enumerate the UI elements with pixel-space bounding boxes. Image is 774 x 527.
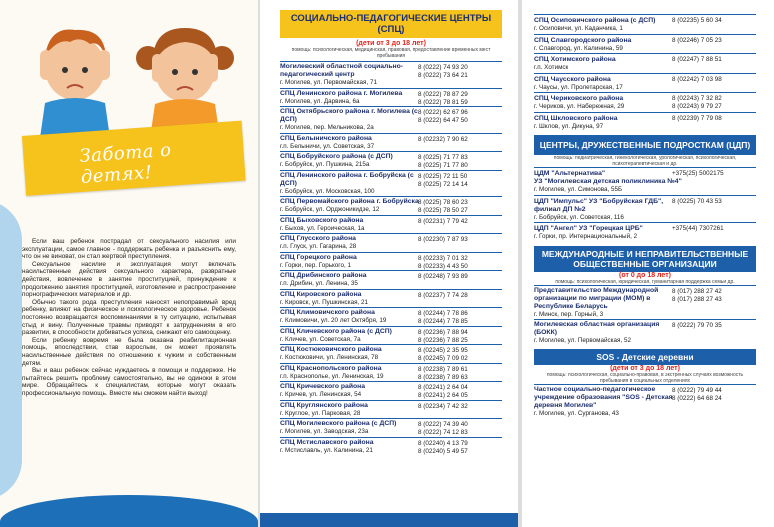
- contact-entry: [280, 252, 502, 271]
- org-phone: 8 (02239) 7 79 08: [672, 114, 722, 122]
- org-phone: 8 (0225) 78 60 23 8 (0225) 78 50 27: [418, 199, 468, 214]
- org-address: г. Могилев, пер. Мельникова, 2а: [280, 124, 374, 131]
- org-address: г.п. Глуск, ул. Гагарина, 28: [280, 243, 357, 250]
- org-address: г. Бобруйск, ул. Пушкина, 215а: [280, 161, 370, 168]
- org-address: г. Горки, пер. Горького, 1: [280, 261, 351, 269]
- contact-entry: [534, 53, 756, 73]
- org-phone: 8 (02238) 7 89 61 8 (02238) 7 89 63: [418, 365, 468, 381]
- org-address: г. Мстиславль, ул. Калинина, 21: [280, 446, 373, 454]
- org-address: г. Могилев, ул. Первомайская, 52: [534, 337, 631, 344]
- contact-entry: [280, 233, 502, 252]
- org-name: СПЦ Славгородского района: [534, 36, 632, 44]
- org-address: г. Климовичи, ул. 20 лет Октября, 19: [280, 317, 387, 324]
- org-name: СПЦ Белыничского района: [280, 134, 372, 142]
- org-phone: 8 (02232) 7 90 62: [418, 135, 468, 143]
- contact-entry: [280, 151, 502, 170]
- org-address: г. Костюковичи, ул. Ленинская, 78: [280, 354, 379, 361]
- contact-entry: [534, 92, 756, 112]
- org-phone: 8 (02230) 7 87 93: [418, 236, 468, 243]
- paragraph: Обычно такого рода преступления наносят непоправимый вред ребенку, влияют на физическое и психологическое здоровье. Ребенок постоянно возвращается воспоминаниями в ту ситуацию, испытывая стыд и вину. Полученные травмы приводят к затруднениям в его развитии, в способности добиваться успеха, снижают его самооценку.: [22, 298, 236, 337]
- contact-entry: [280, 88, 502, 107]
- org-address: г. Круглое, ул. Парковая, 28: [280, 409, 361, 417]
- sos-list: [534, 384, 756, 419]
- paragraph: Если ваш ребенок пострадал от сексуального насилия или эксплуатации, самое главное - поддержать ребенка и разъяснить ему, что он не виноват, он стал жертвой преступления.: [22, 238, 236, 261]
- contact-entry: [280, 61, 502, 88]
- contact-entry: [280, 270, 502, 289]
- ngo-list: [534, 285, 756, 346]
- org-name: СПЦ Круглянского района: [280, 401, 368, 409]
- org-address: г. Бобруйск, ул. Советская, 116: [534, 213, 624, 221]
- org-name: СПЦ Быховского района: [280, 216, 364, 224]
- org-name: ЦДМ "Альтернатива": [534, 170, 606, 177]
- org-name: СПЦ Климовичского района: [280, 309, 375, 316]
- org-address: г. Чериков, ул. Набережная, 29: [534, 103, 625, 110]
- org-address: г.п. Хотимск: [534, 64, 569, 71]
- org-phone: +375(44) 7307261: [672, 225, 724, 232]
- org-phone: 8 (0222) 74 93 20 8 (0222) 73 64 21: [418, 64, 468, 79]
- ngo-age: (от 0 до 18 лет): [619, 271, 671, 279]
- decorative-wave: [0, 495, 258, 527]
- contact-entry: [534, 167, 756, 195]
- org-address: г. Кировск, ул. Пушкинская, 21: [280, 298, 369, 306]
- contact-entry: [280, 326, 502, 345]
- contact-entry: [534, 319, 756, 346]
- org-phone: 8 (0222) 79 70 35: [672, 322, 722, 329]
- org-address: г. Быхов, ул. Героическая, 1а: [280, 224, 365, 232]
- spc-age: (дети от 3 до 18 лет): [356, 40, 426, 47]
- org-name: СПЦ Хотимского района: [534, 56, 616, 63]
- org-phone: 8 (0222) 62 67 96 8 (0222) 64 47 50: [418, 109, 468, 124]
- org-phone: 8 (02233) 7 01 32 8 (02233) 4 43 50: [418, 254, 468, 270]
- org-address: г.п. Белыничи, ул. Советская, 37: [280, 142, 375, 150]
- org-name: СПЦ Глусского района: [280, 235, 356, 242]
- contact-entry: [534, 34, 756, 54]
- contact-entry: [280, 196, 502, 215]
- org-address: г. Могилев, ул. Заводская, 23а: [280, 428, 369, 435]
- contact-entry: [280, 215, 502, 234]
- org-name: СПЦ Октябрьского района г. Могилева (с ДСП): [280, 108, 418, 123]
- org-address: г. Чаусы, ул. Пролетарская, 17: [534, 83, 623, 91]
- contact-entry: [280, 133, 502, 152]
- contact-entry: [280, 307, 502, 326]
- contact-entry: [280, 437, 502, 456]
- org-name: СПЦ Ленинского района г. Бобруйска (с ДСП): [280, 171, 414, 187]
- banner-title: Забота о детях!: [78, 139, 173, 188]
- org-name: СПЦ Осиповичского района (с ДСП): [534, 17, 656, 24]
- org-phone: 8 (02235) 5 60 34: [672, 17, 722, 24]
- org-phone: 8 (02248) 7 93 89: [418, 273, 468, 280]
- org-name: СПЦ Кировского района: [280, 290, 362, 298]
- org-address: г.п. Дрибин, ул. Ленина, 35: [280, 280, 358, 287]
- panel-spc: [260, 0, 518, 527]
- contact-entry: [280, 289, 502, 308]
- org-phone: 8 (02231) 7 79 42: [418, 217, 468, 225]
- org-name: ЦДП "Импульс" УЗ "Бобруйская ГДБ", филиал ДП №2: [534, 197, 664, 213]
- ngo-note: помощь: психологическая, юридическая, гуманитарная поддержка семьи др.: [555, 278, 735, 285]
- org-name: СПЦ Мстиславского района: [280, 438, 374, 446]
- cdp-title: ЦЕНТРЫ, ДРУЖЕСТВЕННЫЕ ПОДРОСТКАМ (ЦДП): [534, 135, 756, 155]
- paragraph: Вы и ваш ребенок сейчас нуждаетесь в помощи и поддержке. Не пытайтесь решить проблему самостоятельно, вы не одиноки в этом мире. Обращайтесь к специалистам, которые могут оказать профессиональную помощь. Вместе мы сможем найти выход!: [22, 367, 236, 397]
- contact-entry: [534, 14, 756, 34]
- org-name: СПЦ Горецкого района: [280, 253, 357, 261]
- org-address: г. Славгород, ул. Калинина, 59: [534, 44, 623, 52]
- contact-entry: [280, 363, 502, 382]
- paragraph: Если ребенку вовремя не была оказана реабилитационная помощь, впоследствии, став взрослым, он может проявлять насильственные действия по отношению к чужим и собственным детям.: [22, 336, 236, 367]
- children-illustration-icon: [20, 8, 245, 138]
- org-name: ЦДП "Ангел" УЗ "Горецкая ЦРБ": [534, 225, 643, 232]
- org-phone: 8 (02241) 2 64 04 8 (02241) 2 64 05: [418, 384, 468, 399]
- spc-note: помощь: психологическая, медицинская, правовая, предоставление временных мест пребывания: [291, 47, 491, 59]
- org-address: г. Осиповичи, ул. Каданчика, 1: [534, 25, 623, 32]
- sos-title: SOS - Детские деревни: [534, 349, 756, 365]
- contact-entry: [280, 400, 502, 419]
- org-name: СПЦ Краснопольского района: [280, 364, 382, 372]
- org-name: СПЦ Первомайского района г. Бобруйска: [280, 198, 419, 205]
- org-phone: 8 (0222) 79 49 44 8 (0222) 64 68 24: [672, 386, 722, 402]
- org-address: г.п. Краснополье, ул. Ленинская, 19: [280, 372, 384, 380]
- contact-entry: [534, 384, 756, 419]
- org-phone: 8 (02242) 7 03 98: [672, 75, 722, 83]
- org-phone: 8 (02234) 7 42 32: [418, 402, 468, 410]
- sos-age: (дети от 3 до 18 лет): [610, 364, 680, 372]
- paragraph: Сексуальное насилие и эксплуатация могут включать насильственные действия сексуального характера, развратные действия, вовлечение в занятие проституцией, принуждение к продолжению занятия проституцией, изготовление и распространение порнографических материалов и др.: [22, 260, 236, 299]
- sos-note: помощь: психологическая, социально-правовая, в экстренных случаях возможность пребывания в социальных отделениях: [546, 371, 744, 384]
- org-phone: 8 (02243) 7 32 82 8 (02243) 9 79 27: [672, 95, 722, 110]
- org-name: СПЦ Костюковичского района: [280, 346, 382, 353]
- contact-entry: [534, 195, 756, 223]
- contact-entry: [534, 112, 756, 132]
- org-phone: 8 (017) 288 27 42 8 (017) 288 27 43: [672, 287, 722, 303]
- org-name: СПЦ Кричевского района: [280, 383, 366, 390]
- contact-entry: [534, 285, 756, 320]
- contact-entry: [534, 222, 756, 242]
- org-name: СПЦ Бобруйского района (с ДСП): [280, 153, 393, 160]
- org-address: г. Бобруйск, ул. Московская, 100: [280, 187, 375, 195]
- org-name: СПЦ Дрибинского района: [280, 272, 367, 279]
- contact-entry: [280, 106, 502, 133]
- org-address: г. Могилев, ул. Дарвина, 6а: [280, 97, 360, 105]
- panel-other: [522, 0, 774, 527]
- org-name-secondary: УЗ "Могилевская детская поликлиника №4": [534, 178, 682, 185]
- org-phone: 8 (0225) 72 11 50 8 (0225) 72 14 14: [418, 172, 468, 188]
- org-name: Могилевский областной социально-педагогический центр: [280, 63, 404, 78]
- org-address: г. Могилев, ул. Сурганова, 43: [534, 409, 619, 417]
- cdp-list: [534, 167, 756, 242]
- org-name: СПЦ Ленинского района г. Могилева: [280, 89, 403, 97]
- spc-title: СОЦИАЛЬНО-ПЕДАГОГИЧЕСКИЕ ЦЕНТРЫ (СПЦ): [280, 10, 502, 38]
- org-phone: 8 (0222) 78 87 29 8 (0222) 78 81 59: [418, 90, 468, 106]
- spc-list-continued: [534, 14, 756, 131]
- org-phone: 8 (0225) 71 77 83 8 (0225) 71 77 80: [418, 154, 468, 169]
- contact-entry: [280, 170, 502, 197]
- org-name: СПЦ Шкловского района: [534, 114, 618, 122]
- bottom-stripe: [260, 513, 518, 527]
- org-address: г. Могилев, ул. Первомайская, 71: [280, 79, 377, 86]
- contact-entry: [534, 73, 756, 93]
- org-phone: 8 (02246) 7 05 23: [672, 36, 722, 44]
- ngo-title: МЕЖДУНАРОДНЫЕ И НЕПРАВИТЕЛЬСТВЕННЫЕ ОБЩЕСТВЕННЫЕ ОРГАНИЗАЦИИ: [534, 246, 756, 272]
- contact-entry: [280, 381, 502, 400]
- decorative-blob: [0, 200, 22, 500]
- org-address: г. Кличев, ул. Советская, 7а: [280, 335, 361, 343]
- org-name: Частное социально-педагогическое учреждение образования "SOS - Детская деревня Могилев": [534, 385, 673, 409]
- org-address: г. Горки, пр. Интернациональный, 2: [534, 233, 638, 240]
- org-phone: 8 (02237) 7 74 28: [418, 291, 468, 299]
- org-address: г. Кричев, ул. Ленинская, 54: [280, 391, 362, 398]
- org-address: г. Минск, пер. Горный, 3: [534, 310, 604, 318]
- org-name: Представительство Международной организации по миграции (МОМ) в Республике Беларусь: [534, 286, 659, 310]
- contact-entry: [280, 418, 502, 437]
- org-name: СПЦ Могилевского района (с ДСП): [280, 420, 397, 427]
- org-name: Могилевская областная организация (БОКК): [534, 321, 660, 336]
- org-address: г. Могилев, ул. Симонова, 55Б: [534, 186, 623, 193]
- org-phone: 8 (02245) 2 35 95 8 (02245) 7 09 02: [418, 347, 468, 362]
- org-phone: 8 (02247) 7 88 51: [672, 56, 722, 63]
- spc-list: [280, 61, 502, 455]
- org-address: г. Бобруйск, ул. Орджоникидзе, 12: [280, 206, 380, 213]
- org-phone: 8 (0225) 70 43 53: [672, 197, 722, 205]
- org-phone: 8 (02244) 7 78 86 8 (02244) 7 78 85: [418, 310, 468, 325]
- org-name: СПЦ Чаусского района: [534, 75, 611, 83]
- org-name: СПЦ Кличевского района (с ДСП): [280, 327, 392, 335]
- org-phone: 8 (02236) 7 88 94 8 (02236) 7 88 25: [418, 328, 468, 344]
- org-phone: 8 (0222) 74 39 40 8 (0222) 74 12 83: [418, 421, 468, 436]
- panel-care: [0, 0, 258, 527]
- org-address: г. Шклов, ул. Дикуна, 97: [534, 122, 604, 130]
- advice-text: [22, 238, 236, 397]
- org-name: СПЦ Чериковского района: [534, 95, 624, 102]
- org-phone: 8 (02240) 4 13 79 8 (02240) 5 49 57: [418, 439, 468, 455]
- org-phone: +375(25) 5002175: [672, 170, 724, 177]
- cdp-note: помощь: педиатрическая, гинекологическая, урологическая, психологическая, психотерапевтическая и др.: [553, 155, 737, 167]
- contact-entry: [280, 344, 502, 363]
